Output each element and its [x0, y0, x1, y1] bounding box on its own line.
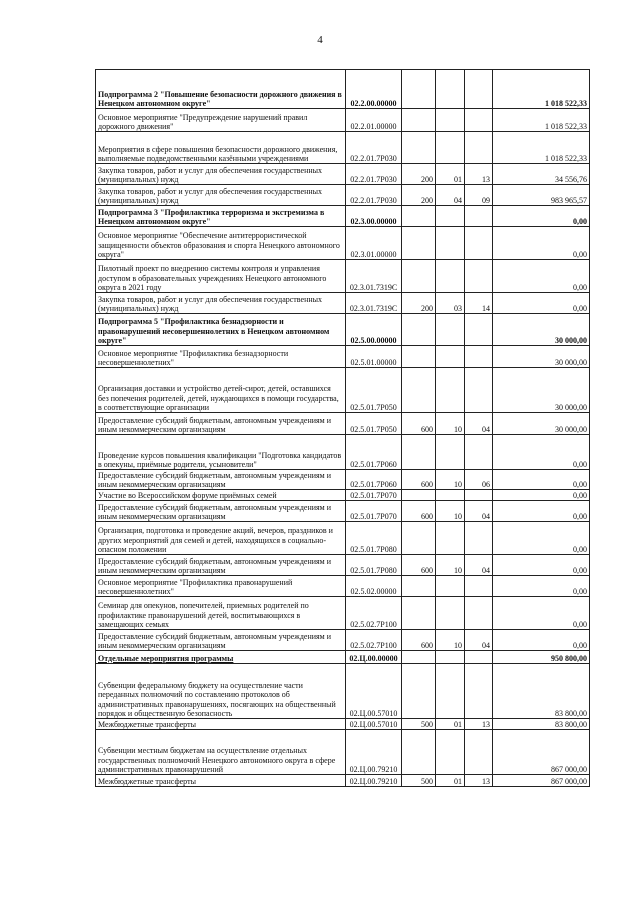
cell-name: Предоставление субсидий бюджетным, автономным учреждениям и иным некоммерческим организациям [96, 630, 346, 651]
cell-code: 02.3.01.00000 [346, 227, 402, 260]
table-row [96, 314, 590, 346]
cell-vr [402, 576, 436, 597]
cell-code: 02.3.00.00000 [346, 206, 402, 227]
cell-vr: 200 [402, 293, 436, 314]
cell-pr [465, 70, 493, 109]
cell-pr [465, 576, 493, 597]
cell-name: Предоставление субсидий бюджетным, автономным учреждениям и иным некоммерческим организациям [96, 470, 346, 490]
table-row [96, 775, 590, 787]
cell-pr: 09 [465, 185, 493, 206]
cell-name: Проведение курсов повышения квалификации "Подготовка кандидатов в опекуны, приёмные родители, усыновители" [96, 435, 346, 470]
cell-name: Основное мероприятие "Профилактика правонарушений несовершеннолетних" [96, 576, 346, 597]
cell-code: 02.2.01.7Р030 [346, 132, 402, 164]
page-number: 4 [317, 34, 323, 46]
table-row [96, 576, 590, 597]
cell-sum: 83 800,00 [493, 719, 590, 730]
cell-rz [436, 109, 465, 132]
cell-name: Предоставление субсидий бюджетным, автономным учреждениям и иным некоммерческим организациям [96, 413, 346, 435]
cell-code: 02.5.02.7Р100 [346, 630, 402, 651]
cell-name: Предоставление субсидий бюджетным, автономным учреждениям и иным некоммерческим организациям [96, 555, 346, 576]
cell-pr: 04 [465, 555, 493, 576]
cell-pr [465, 346, 493, 368]
cell-pr: 14 [465, 293, 493, 314]
cell-code: 02.2.01.00000 [346, 109, 402, 132]
cell-name: Семинар для опекунов, попечителей, приемных родителей по профилактике правонарушений детей, воспитывающихся в замещающих семьях [96, 597, 346, 630]
cell-sum: 0,00 [493, 260, 590, 293]
cell-name: Подпрограмма 3 "Профилактика терроризма и экстремизма в Ненецком автономном округе" [96, 206, 346, 227]
cell-vr [402, 132, 436, 164]
cell-pr [465, 490, 493, 501]
cell-pr: 04 [465, 413, 493, 435]
cell-rz: 10 [436, 555, 465, 576]
table-row [96, 368, 590, 413]
table-row [96, 630, 590, 651]
cell-code: 02.3.01.7319С [346, 260, 402, 293]
cell-sum: 950 800,00 [493, 651, 590, 664]
cell-pr [465, 206, 493, 227]
cell-sum: 0,00 [493, 490, 590, 501]
cell-code: 02.Ц.00.57010 [346, 719, 402, 730]
cell-code: 02.5.01.7Р050 [346, 413, 402, 435]
cell-code: 02.5.00.00000 [346, 314, 402, 346]
cell-name: Субвенции федеральному бюджету на осуществление части переданных полномочий по составлению протоколов об административных правонарушениях, посягающих на общественный порядок и общественную безопасность [96, 664, 346, 719]
cell-sum: 30 000,00 [493, 413, 590, 435]
cell-sum: 30 000,00 [493, 368, 590, 413]
cell-rz [436, 490, 465, 501]
table-row [96, 164, 590, 185]
cell-code: 02.Ц.00.00000 [346, 651, 402, 664]
table-row [96, 70, 590, 109]
cell-name: Организация, подготовка и проведение акций, вечеров, праздников и других мероприятий для семей и детей, находящихся в социально-опасном положении [96, 522, 346, 555]
cell-code: 02.5.01.7Р060 [346, 470, 402, 490]
cell-rz [436, 576, 465, 597]
cell-vr: 500 [402, 719, 436, 730]
cell-rz [436, 435, 465, 470]
cell-name: Предоставление субсидий бюджетным, автономным учреждениям и иным некоммерческим организациям [96, 501, 346, 522]
cell-name: Участие во Всероссийском форуме приёмных семей [96, 490, 346, 501]
cell-sum: 0,00 [493, 206, 590, 227]
cell-pr: 13 [465, 164, 493, 185]
table-row [96, 227, 590, 260]
cell-sum: 0,00 [493, 470, 590, 490]
table-row [96, 664, 590, 719]
cell-sum: 0,00 [493, 227, 590, 260]
cell-vr [402, 314, 436, 346]
cell-pr [465, 109, 493, 132]
cell-code: 02.5.01.7Р070 [346, 501, 402, 522]
table-row [96, 206, 590, 227]
cell-code: 02.2.01.7Р030 [346, 164, 402, 185]
cell-pr [465, 314, 493, 346]
cell-sum: 0,00 [493, 501, 590, 522]
cell-vr: 600 [402, 501, 436, 522]
cell-vr: 200 [402, 164, 436, 185]
table-row [96, 490, 590, 501]
table-row [96, 260, 590, 293]
cell-pr [465, 522, 493, 555]
cell-code: 02.3.01.7319С [346, 293, 402, 314]
cell-code: 02.5.01.7Р060 [346, 435, 402, 470]
cell-rz: 01 [436, 164, 465, 185]
cell-code: 02.5.02.00000 [346, 576, 402, 597]
table-row [96, 597, 590, 630]
cell-rz: 03 [436, 293, 465, 314]
cell-vr: 600 [402, 630, 436, 651]
cell-rz: 04 [436, 185, 465, 206]
cell-code: 02.5.01.7Р080 [346, 555, 402, 576]
cell-sum: 0,00 [493, 630, 590, 651]
cell-sum: 1 018 522,33 [493, 132, 590, 164]
cell-name: Подпрограмма 5 "Профилактика безнадзорности и правонарушений несовершеннолетних в Ненецком автономном округе" [96, 314, 346, 346]
cell-vr [402, 597, 436, 630]
cell-rz: 10 [436, 413, 465, 435]
cell-rz [436, 314, 465, 346]
cell-pr [465, 730, 493, 775]
cell-sum: 867 000,00 [493, 730, 590, 775]
cell-name: Мероприятия в сфере повышения безопасности дорожного движения, выполняемые подведомственными казёнными учреждениями [96, 132, 346, 164]
cell-rz: 10 [436, 501, 465, 522]
budget-table [95, 69, 590, 787]
cell-vr [402, 346, 436, 368]
cell-vr: 500 [402, 775, 436, 787]
cell-vr [402, 109, 436, 132]
cell-sum: 983 965,57 [493, 185, 590, 206]
cell-name: Подпрограмма 2 "Повышение безопасности дорожного движения в Ненецком автономном округе" [96, 70, 346, 109]
cell-pr: 04 [465, 630, 493, 651]
cell-vr [402, 651, 436, 664]
cell-rz: 01 [436, 775, 465, 787]
table-row [96, 522, 590, 555]
cell-vr [402, 490, 436, 501]
cell-name: Закупка товаров, работ и услуг для обеспечения государственных (муниципальных) нужд [96, 293, 346, 314]
cell-code: 02.5.01.7Р070 [346, 490, 402, 501]
cell-sum: 34 556,76 [493, 164, 590, 185]
cell-rz [436, 597, 465, 630]
table-row [96, 109, 590, 132]
cell-rz [436, 70, 465, 109]
cell-code: 02.2.01.7Р030 [346, 185, 402, 206]
cell-pr [465, 651, 493, 664]
cell-vr: 600 [402, 413, 436, 435]
cell-vr [402, 260, 436, 293]
cell-rz: 10 [436, 630, 465, 651]
cell-code: 02.Ц.00.79210 [346, 775, 402, 787]
cell-pr [465, 368, 493, 413]
table-row [96, 470, 590, 490]
table-row [96, 730, 590, 775]
cell-name: Межбюджетные трансферты [96, 775, 346, 787]
cell-vr [402, 227, 436, 260]
cell-vr [402, 206, 436, 227]
cell-pr: 06 [465, 470, 493, 490]
cell-pr [465, 435, 493, 470]
cell-pr [465, 132, 493, 164]
cell-sum: 867 000,00 [493, 775, 590, 787]
cell-rz [436, 132, 465, 164]
cell-vr [402, 522, 436, 555]
table-row [96, 651, 590, 664]
cell-rz [436, 227, 465, 260]
cell-sum: 1 018 522,33 [493, 109, 590, 132]
cell-pr [465, 260, 493, 293]
cell-sum: 0,00 [493, 576, 590, 597]
cell-rz [436, 346, 465, 368]
cell-name: Межбюджетные трансферты [96, 719, 346, 730]
cell-vr [402, 730, 436, 775]
cell-name: Организация доставки и устройство детей-сирот, детей, оставшихся без попечения родителей, детей, нуждающихся в помощи государства, в соответствующие организации [96, 368, 346, 413]
cell-sum: 0,00 [493, 555, 590, 576]
cell-code: 02.Ц.00.57010 [346, 664, 402, 719]
cell-name: Основное мероприятие "Предупреждение нарушений правил дорожного движения" [96, 109, 346, 132]
cell-name: Отдельные мероприятия программы [96, 651, 346, 664]
cell-sum: 1 018 522,33 [493, 70, 590, 109]
cell-vr: 600 [402, 555, 436, 576]
cell-vr: 600 [402, 470, 436, 490]
cell-name: Пилотный проект по внедрению системы контроля и управления доступом в образовательных учреждениях Ненецкого автономного округа в 2021 году [96, 260, 346, 293]
cell-name: Основное мероприятие "Профилактика безнадзорности несовершеннолетних" [96, 346, 346, 368]
table-row [96, 132, 590, 164]
cell-rz [436, 206, 465, 227]
cell-code: 02.5.01.7Р050 [346, 368, 402, 413]
table-row [96, 501, 590, 522]
cell-vr [402, 664, 436, 719]
cell-code: 02.Ц.00.79210 [346, 730, 402, 775]
cell-rz: 10 [436, 470, 465, 490]
cell-pr: 04 [465, 501, 493, 522]
cell-rz [436, 730, 465, 775]
cell-sum: 30 000,00 [493, 314, 590, 346]
table-row [96, 185, 590, 206]
cell-pr: 13 [465, 719, 493, 730]
cell-sum: 0,00 [493, 435, 590, 470]
cell-vr: 200 [402, 185, 436, 206]
cell-vr [402, 368, 436, 413]
cell-code: 02.2.00.00000 [346, 70, 402, 109]
cell-vr [402, 70, 436, 109]
cell-sum: 0,00 [493, 522, 590, 555]
cell-rz [436, 368, 465, 413]
cell-pr: 13 [465, 775, 493, 787]
cell-code: 02.5.01.00000 [346, 346, 402, 368]
table-row [96, 555, 590, 576]
table-row [96, 719, 590, 730]
cell-sum: 0,00 [493, 597, 590, 630]
table-row [96, 346, 590, 368]
table-row [96, 435, 590, 470]
cell-pr [465, 227, 493, 260]
cell-name: Закупка товаров, работ и услуг для обеспечения государственных (муниципальных) нужд [96, 164, 346, 185]
cell-rz [436, 260, 465, 293]
cell-name: Основное мероприятие "Обеспечение антитеррористической защищенности объектов образования и спорта Ненецкого автономного округа" [96, 227, 346, 260]
table-row [96, 413, 590, 435]
table-row [96, 293, 590, 314]
cell-code: 02.5.02.7Р100 [346, 597, 402, 630]
cell-pr [465, 664, 493, 719]
cell-sum: 83 800,00 [493, 664, 590, 719]
cell-vr [402, 435, 436, 470]
cell-pr [465, 597, 493, 630]
cell-sum: 30 000,00 [493, 346, 590, 368]
cell-code: 02.5.01.7Р080 [346, 522, 402, 555]
cell-rz [436, 664, 465, 719]
cell-rz [436, 522, 465, 555]
cell-rz: 01 [436, 719, 465, 730]
cell-name: Субвенции местным бюджетам на осуществление отдельных государственных полномочий Ненецкого автономного округа в сфере административных правонарушений [96, 730, 346, 775]
cell-name: Закупка товаров, работ и услуг для обеспечения государственных (муниципальных) нужд [96, 185, 346, 206]
cell-sum: 0,00 [493, 293, 590, 314]
cell-rz [436, 651, 465, 664]
